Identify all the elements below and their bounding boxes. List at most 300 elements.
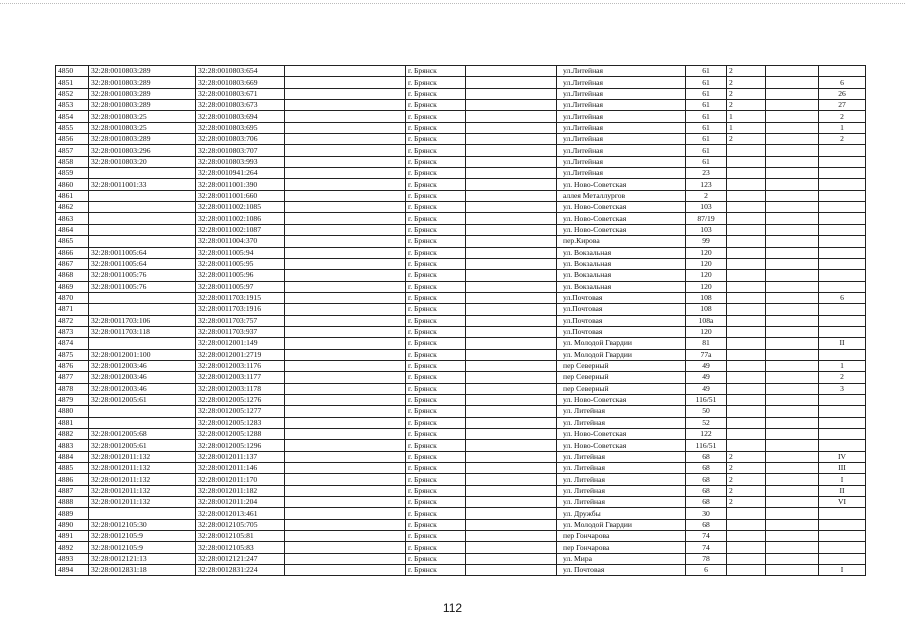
parcel-cadastral-number [89, 224, 196, 235]
premises-number: VI [819, 497, 866, 508]
empty-cell [466, 463, 557, 474]
row-number: 4868 [56, 270, 89, 281]
empty-cell [766, 338, 819, 349]
city-cell: г. Брянск [406, 281, 466, 292]
premises-number: 2 [819, 111, 866, 122]
empty-cell [466, 406, 557, 417]
parcel-cadastral-number: 32:28:0012005:61 [89, 394, 196, 405]
building-number: 2 [727, 474, 766, 485]
street-name: ул. Ново-Советская [563, 202, 627, 212]
city-cell: г. Брянск [406, 531, 466, 542]
parcel-cadastral-number: 32:28:0012011:132 [89, 485, 196, 496]
empty-cell [466, 360, 557, 371]
parcel-cadastral-number: 32:28:0010803:289 [89, 77, 196, 88]
row-number: 4850 [56, 66, 89, 77]
row-number: 4870 [56, 292, 89, 303]
street-cell [557, 304, 686, 315]
parcel-cadastral-number: 32:28:0012003:46 [89, 360, 196, 371]
building-number [727, 236, 766, 247]
premises-number [819, 394, 866, 405]
premises-number [819, 145, 866, 156]
parcel-cadastral-number: 32:28:0011703:106 [89, 315, 196, 326]
object-cadastral-number: 32:28:0012011:146 [196, 463, 285, 474]
street-cell [557, 122, 686, 133]
building-number [727, 508, 766, 519]
house-number: 68 [686, 451, 727, 462]
table-row [56, 145, 866, 156]
premises-number [819, 202, 866, 213]
premises-number [819, 66, 866, 77]
premises-number [819, 406, 866, 417]
row-number: 4854 [56, 111, 89, 122]
row-number: 4875 [56, 349, 89, 360]
parcel-cadastral-number: 32:28:0010803:25 [89, 122, 196, 133]
city-cell: г. Брянск [406, 247, 466, 258]
building-number: 2 [727, 463, 766, 474]
table-row [56, 394, 866, 405]
parcel-cadastral-number: 32:28:0012001:100 [89, 349, 196, 360]
empty-cell [285, 349, 406, 360]
row-number: 4867 [56, 258, 89, 269]
house-number: 108 [686, 292, 727, 303]
city-cell: г. Брянск [406, 565, 466, 576]
city-cell: г. Брянск [406, 383, 466, 394]
empty-cell [285, 179, 406, 190]
table-row [56, 202, 866, 213]
empty-cell [466, 338, 557, 349]
table-row [56, 77, 866, 88]
street-cell [557, 236, 686, 247]
street-cell [557, 156, 686, 167]
object-cadastral-number: 32:28:0012011:182 [196, 485, 285, 496]
parcel-cadastral-number: 32:28:0011005:64 [89, 258, 196, 269]
house-number: 2 [686, 190, 727, 201]
building-number [727, 519, 766, 530]
street-cell [557, 145, 686, 156]
empty-cell [466, 519, 557, 530]
row-number: 4862 [56, 202, 89, 213]
table-row [56, 292, 866, 303]
premises-number [819, 156, 866, 167]
object-cadastral-number: 32:28:0011703:1915 [196, 292, 285, 303]
empty-cell [466, 134, 557, 145]
building-number [727, 531, 766, 542]
building-number [727, 360, 766, 371]
empty-cell [285, 451, 406, 462]
street-name: ул.Почтовая [563, 315, 603, 325]
empty-cell [285, 508, 406, 519]
object-cadastral-number: 32:28:0012011:170 [196, 474, 285, 485]
empty-cell [285, 156, 406, 167]
street-cell [557, 258, 686, 269]
row-number: 4861 [56, 190, 89, 201]
street-name: ул. Литейная [563, 406, 605, 416]
parcel-cadastral-number: 32:28:0012105:30 [89, 519, 196, 530]
premises-number [819, 553, 866, 564]
city-cell: г. Брянск [406, 497, 466, 508]
city-cell: г. Брянск [406, 542, 466, 553]
row-number: 4855 [56, 122, 89, 133]
row-number: 4880 [56, 406, 89, 417]
house-number: 49 [686, 372, 727, 383]
street-cell [557, 406, 686, 417]
empty-cell [466, 66, 557, 77]
table-row [56, 463, 866, 474]
table-row [56, 326, 866, 337]
row-number: 4886 [56, 474, 89, 485]
empty-cell [466, 270, 557, 281]
row-number: 4879 [56, 394, 89, 405]
table-row [56, 258, 866, 269]
empty-cell [466, 349, 557, 360]
object-cadastral-number: 32:28:0011703:757 [196, 315, 285, 326]
street-name: аллея Металлургов [563, 190, 626, 200]
row-number: 4852 [56, 88, 89, 99]
street-cell [557, 77, 686, 88]
premises-number [819, 440, 866, 451]
building-number [727, 338, 766, 349]
premises-number: 27 [819, 100, 866, 111]
premises-number [819, 429, 866, 440]
street-cell [557, 360, 686, 371]
object-cadastral-number: 32:28:0012121:247 [196, 553, 285, 564]
street-name: пер Северный [563, 383, 609, 393]
premises-number: IV [819, 451, 866, 462]
parcel-cadastral-number [89, 304, 196, 315]
house-number: 87/19 [686, 213, 727, 224]
building-number [727, 292, 766, 303]
object-cadastral-number: 32:28:0010803:671 [196, 88, 285, 99]
parcel-cadastral-number: 32:28:0012105:9 [89, 542, 196, 553]
empty-cell [466, 88, 557, 99]
empty-cell [285, 383, 406, 394]
parcel-cadastral-number: 32:28:0011005:64 [89, 247, 196, 258]
street-cell [557, 542, 686, 553]
object-cadastral-number: 32:28:0010803:669 [196, 77, 285, 88]
empty-cell [285, 497, 406, 508]
table-row [56, 429, 866, 440]
city-cell: г. Брянск [406, 122, 466, 133]
premises-number [819, 531, 866, 542]
empty-cell [285, 168, 406, 179]
empty-cell [285, 406, 406, 417]
house-number: 49 [686, 383, 727, 394]
street-name: ул. Молодой Гвардии [563, 519, 632, 529]
table-row [56, 134, 866, 145]
parcel-cadastral-number: 32:28:0010803:296 [89, 145, 196, 156]
empty-cell [466, 77, 557, 88]
building-number [727, 145, 766, 156]
street-cell [557, 270, 686, 281]
empty-cell [766, 383, 819, 394]
house-number: 120 [686, 281, 727, 292]
parcel-cadastral-number [89, 406, 196, 417]
empty-cell [466, 417, 557, 428]
object-cadastral-number: 32:28:0012003:1176 [196, 360, 285, 371]
street-cell [557, 281, 686, 292]
empty-cell [466, 474, 557, 485]
premises-number: 2 [819, 134, 866, 145]
street-name: ул. Ново-Советская [563, 429, 627, 439]
city-cell: г. Брянск [406, 179, 466, 190]
street-name: ул. Вокзальная [563, 247, 612, 257]
street-cell [557, 111, 686, 122]
street-name: ул.Почтовая [563, 327, 603, 337]
row-number: 4863 [56, 213, 89, 224]
object-cadastral-number: 32:28:0012105:81 [196, 531, 285, 542]
building-number [727, 213, 766, 224]
house-number: 61 [686, 134, 727, 145]
street-cell [557, 315, 686, 326]
premises-number [819, 236, 866, 247]
city-cell: г. Брянск [406, 202, 466, 213]
empty-cell [766, 463, 819, 474]
premises-number: 1 [819, 360, 866, 371]
empty-cell [766, 474, 819, 485]
object-cadastral-number: 32:28:0011002:1085 [196, 202, 285, 213]
table-row [56, 168, 866, 179]
street-name: ул. Литейная [563, 463, 605, 473]
empty-cell [466, 292, 557, 303]
table-row [56, 213, 866, 224]
house-number: 74 [686, 531, 727, 542]
table-row [56, 179, 866, 190]
street-name: ул. Литейная [563, 417, 605, 427]
street-cell [557, 292, 686, 303]
house-number: 120 [686, 258, 727, 269]
street-cell [557, 202, 686, 213]
street-cell [557, 349, 686, 360]
empty-cell [766, 497, 819, 508]
empty-cell [466, 202, 557, 213]
city-cell: г. Брянск [406, 349, 466, 360]
premises-number [819, 349, 866, 360]
table-row [56, 497, 866, 508]
table-row [56, 338, 866, 349]
parcel-cadastral-number [89, 168, 196, 179]
empty-cell [766, 134, 819, 145]
row-number: 4872 [56, 315, 89, 326]
parcel-cadastral-number [89, 190, 196, 201]
object-cadastral-number: 32:28:0012011:137 [196, 451, 285, 462]
building-number [727, 349, 766, 360]
building-number [727, 553, 766, 564]
table-row [56, 349, 866, 360]
empty-cell [285, 565, 406, 576]
premises-number [819, 326, 866, 337]
empty-cell [766, 122, 819, 133]
parcel-cadastral-number: 32:28:0012003:46 [89, 372, 196, 383]
empty-cell [766, 88, 819, 99]
premises-number: 2 [819, 372, 866, 383]
object-cadastral-number: 32:28:0010803:695 [196, 122, 285, 133]
object-cadastral-number: 32:28:0012001:149 [196, 338, 285, 349]
house-number: 78 [686, 553, 727, 564]
city-cell: г. Брянск [406, 440, 466, 451]
street-cell [557, 485, 686, 496]
premises-number [819, 168, 866, 179]
street-name: ул. Мира [563, 553, 593, 563]
empty-cell [285, 258, 406, 269]
house-number: 61 [686, 156, 727, 167]
table-row [56, 236, 866, 247]
building-number [727, 417, 766, 428]
street-cell [557, 338, 686, 349]
premises-number [819, 213, 866, 224]
object-cadastral-number: 32:28:0012013:461 [196, 508, 285, 519]
object-cadastral-number: 32:28:0011001:390 [196, 179, 285, 190]
street-cell [557, 429, 686, 440]
empty-cell [466, 372, 557, 383]
city-cell: г. Брянск [406, 66, 466, 77]
street-cell [557, 88, 686, 99]
table-row [56, 111, 866, 122]
object-cadastral-number: 32:28:0012005:1296 [196, 440, 285, 451]
empty-cell [285, 202, 406, 213]
street-name: пер Северный [563, 372, 609, 382]
street-cell [557, 372, 686, 383]
city-cell: г. Брянск [406, 519, 466, 530]
premises-number: III [819, 463, 866, 474]
empty-cell [466, 179, 557, 190]
building-number [727, 202, 766, 213]
house-number: 61 [686, 122, 727, 133]
table-row [56, 372, 866, 383]
table-row [56, 508, 866, 519]
city-cell: г. Брянск [406, 406, 466, 417]
table-row [56, 156, 866, 167]
empty-cell [766, 77, 819, 88]
street-name: ул. Молодой Гвардии [563, 349, 632, 359]
table-row [56, 485, 866, 496]
building-number [727, 315, 766, 326]
house-number: 103 [686, 202, 727, 213]
city-cell: г. Брянск [406, 134, 466, 145]
empty-cell [466, 236, 557, 247]
empty-cell [766, 315, 819, 326]
object-cadastral-number: 32:28:0012003:1177 [196, 372, 285, 383]
object-cadastral-number: 32:28:0010803:673 [196, 100, 285, 111]
city-cell: г. Брянск [406, 315, 466, 326]
empty-cell [766, 179, 819, 190]
empty-cell [285, 519, 406, 530]
row-number: 4864 [56, 224, 89, 235]
row-number: 4889 [56, 508, 89, 519]
empty-cell [466, 326, 557, 337]
premises-number: 26 [819, 88, 866, 99]
parcel-cadastral-number: 32:28:0012005:68 [89, 429, 196, 440]
object-cadastral-number: 32:28:0012831:224 [196, 565, 285, 576]
empty-cell [766, 451, 819, 462]
parcel-cadastral-number: 32:28:0012003:46 [89, 383, 196, 394]
empty-cell [766, 168, 819, 179]
city-cell: г. Брянск [406, 417, 466, 428]
building-number [727, 179, 766, 190]
row-number: 4853 [56, 100, 89, 111]
row-number: 4856 [56, 134, 89, 145]
page-number: 112 [442, 601, 463, 615]
empty-cell [285, 111, 406, 122]
empty-cell [766, 406, 819, 417]
house-number: 116/51 [686, 440, 727, 451]
premises-number [819, 542, 866, 553]
city-cell: г. Брянск [406, 508, 466, 519]
empty-cell [766, 429, 819, 440]
street-name: ул. Литейная [563, 485, 605, 495]
table-row [56, 406, 866, 417]
street-name: ул. Дружбы [563, 508, 601, 518]
empty-cell [766, 213, 819, 224]
empty-cell [466, 508, 557, 519]
house-number: 120 [686, 326, 727, 337]
empty-cell [285, 429, 406, 440]
house-number: 61 [686, 66, 727, 77]
object-cadastral-number: 32:28:0011002:1086 [196, 213, 285, 224]
premises-number: 1 [819, 122, 866, 133]
row-number: 4884 [56, 451, 89, 462]
house-number: 61 [686, 145, 727, 156]
empty-cell [285, 304, 406, 315]
building-number: 2 [727, 100, 766, 111]
empty-cell [466, 213, 557, 224]
registry-table [55, 65, 866, 576]
premises-number [819, 258, 866, 269]
building-number: 2 [727, 77, 766, 88]
street-name: пер.Кирова [563, 236, 600, 246]
object-cadastral-number: 32:28:0011005:95 [196, 258, 285, 269]
table-row [56, 247, 866, 258]
row-number: 4871 [56, 304, 89, 315]
parcel-cadastral-number: 32:28:0011005:76 [89, 270, 196, 281]
parcel-cadastral-number [89, 292, 196, 303]
empty-cell [766, 202, 819, 213]
house-number: 61 [686, 111, 727, 122]
empty-cell [766, 349, 819, 360]
premises-number [819, 315, 866, 326]
empty-cell [766, 360, 819, 371]
empty-cell [466, 247, 557, 258]
parcel-cadastral-number: 32:28:0012831:18 [89, 565, 196, 576]
empty-cell [285, 315, 406, 326]
building-number: 2 [727, 485, 766, 496]
table-row [56, 304, 866, 315]
street-name: ул.Литейная [563, 77, 604, 87]
city-cell: г. Брянск [406, 236, 466, 247]
row-number: 4851 [56, 77, 89, 88]
house-number: 61 [686, 100, 727, 111]
city-cell: г. Брянск [406, 360, 466, 371]
row-number: 4893 [56, 553, 89, 564]
parcel-cadastral-number: 32:28:0010803:25 [89, 111, 196, 122]
object-cadastral-number: 32:28:0010803:694 [196, 111, 285, 122]
parcel-cadastral-number: 32:28:0010803:289 [89, 134, 196, 145]
building-number: 1 [727, 122, 766, 133]
house-number: 61 [686, 88, 727, 99]
parcel-cadastral-number: 32:28:0012011:132 [89, 451, 196, 462]
empty-cell [766, 394, 819, 405]
house-number: 23 [686, 168, 727, 179]
house-number: 123 [686, 179, 727, 190]
object-cadastral-number: 32:28:0012001:2719 [196, 349, 285, 360]
object-cadastral-number: 32:28:0011001:660 [196, 190, 285, 201]
empty-cell [766, 258, 819, 269]
object-cadastral-number: 32:28:0012005:1283 [196, 417, 285, 428]
city-cell: г. Брянск [406, 224, 466, 235]
street-cell [557, 100, 686, 111]
street-name: ул. Литейная [563, 474, 605, 484]
parcel-cadastral-number: 32:28:0010803:20 [89, 156, 196, 167]
empty-cell [466, 258, 557, 269]
